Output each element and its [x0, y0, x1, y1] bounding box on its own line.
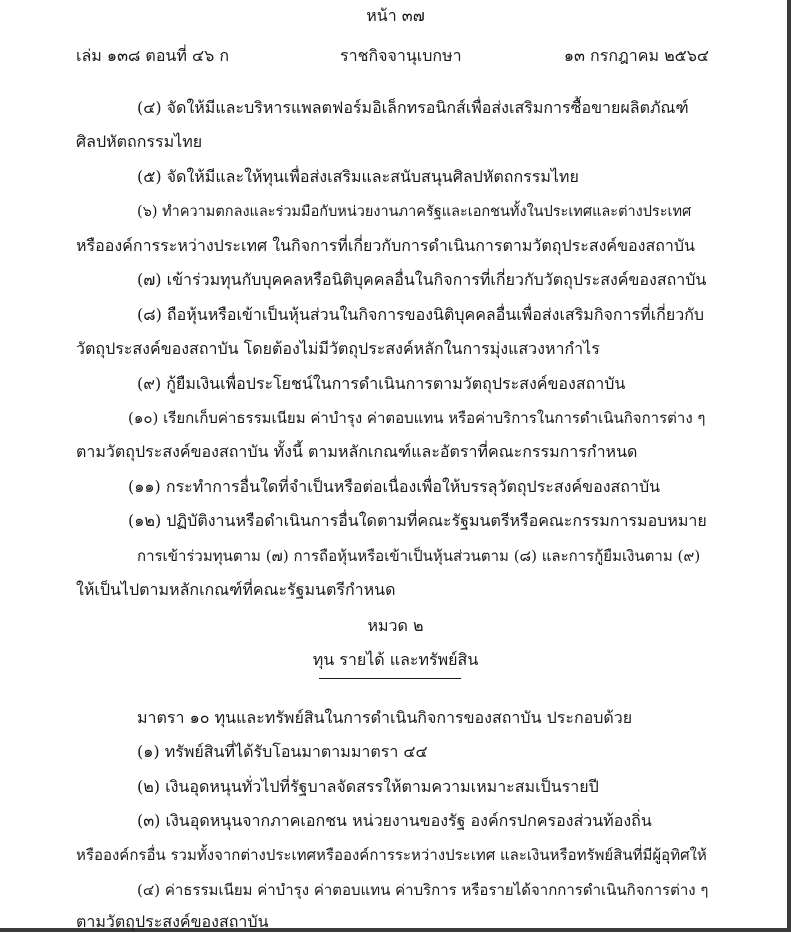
- item-4-line-1: (๔) จัดให้มีและบริหารแพลตฟอร์มอิเล็กทรอนิกส์เพื่อส่งเสริมการซื้อขายผลิตภัณฑ์: [137, 98, 689, 117]
- section-10-item-4-line-2: ตามวัตถุประสงค์ของสถาบัน: [76, 912, 269, 931]
- paragraph-line-2: ให้เป็นไปตามหลักเกณฑ์ที่คณะรัฐมนตรีกำหนด: [76, 580, 396, 599]
- item-9: (๙) กู้ยืมเงินเพื่อประโยชน์ในการดำเนินการตามวัตถุประสงค์ของสถาบัน: [137, 374, 626, 393]
- item-4-line-2: ศิลปหัตถกรรมไทย: [76, 132, 203, 151]
- item-5: (๕) จัดให้มีและให้ทุนเพื่อส่งเสริมและสนับสนุนศิลปหัตถกรรมไทย: [137, 167, 579, 186]
- item-6-line-2: หรือองค์การระหว่างประเทศ ในกิจการที่เกี่ยวกับการดำเนินการตามวัตถุประสงค์ของสถาบัน: [76, 236, 695, 255]
- chapter-title: ทุน รายได้ และทรัพย์สิน: [312, 650, 479, 669]
- page-number: หน้า ๓๗: [366, 6, 425, 25]
- item-6-line-1: (๖) ทำความตกลงและร่วมมือกับหน่วยงานภาครัฐและเอกชนทั้งในประเทศและต่างประเทศ: [137, 204, 692, 220]
- item-7: (๗) เข้าร่วมทุนกับบุคคลหรือนิติบุคคลอื่นในกิจการที่เกี่ยวกับวัตถุประสงค์ของสถาบัน: [137, 270, 707, 289]
- volume-issue: เล่ม ๑๓๘ ตอนที่ ๔๖ ก: [76, 46, 230, 65]
- chapter-heading: หมวด ๒: [367, 616, 424, 635]
- publication-date: ๑๓ กรกฎาคม ๒๕๖๔: [563, 46, 709, 65]
- paragraph-line-1: การเข้าร่วมทุนตาม (๗) การถือหุ้นหรือเข้าเป็นหุ้นส่วนตาม (๘) และการกู้ยืมเงินตาม (๙): [137, 547, 701, 565]
- section-10-item-1: (๑) ทรัพย์สินที่ได้รับโอนมาตามมาตรา ๔๔: [137, 742, 428, 761]
- item-8-line-2: วัตถุประสงค์ของสถาบัน โดยต้องไม่มีวัตถุประสงค์หลักในการมุ่งแสวงหากำไร: [76, 339, 600, 358]
- item-11: (๑๑) กระทำการอื่นใดที่จำเป็นหรือต่อเนื่องเพื่อให้บรรลุวัตถุประสงค์ของสถาบัน: [128, 477, 661, 496]
- item-10-line-1: (๑๐) เรียกเก็บค่าธรรมเนียม ค่าบำรุง ค่าตอบแทน หรือค่าบริการในการดำเนินกิจการต่าง ๆ: [128, 409, 706, 427]
- gazette-title: ราชกิจจานุเบกษา: [340, 46, 462, 65]
- section-10-item-3-line-1: (๓) เงินอุดหนุนจากภาคเอกชน หน่วยงานของรัฐ องค์กรปกครองส่วนท้องถิ่น: [137, 811, 652, 830]
- chapter-divider: [319, 678, 461, 679]
- section-10-item-4-line-1: (๔) ค่าธรรมเนียม ค่าบำรุง ค่าตอบแทน ค่าบริการ หรือรายได้จากการดำเนินกิจการต่าง ๆ: [137, 881, 709, 899]
- item-10-line-2: ตามวัตถุประสงค์ของสถาบัน ทั้งนี้ ตามหลักเกณฑ์และอัตราที่คณะกรรมการกำหนด: [76, 442, 638, 461]
- section-10-item-3-line-2: หรือองค์กรอื่น รวมทั้งจากต่างประเทศหรือองค์การระหว่างประเทศ และเงินหรือทรัพย์สินที่มีผู้อุทิศให้: [76, 846, 707, 864]
- section-10-item-2: (๒) เงินอุดหนุนทั่วไปที่รัฐบาลจัดสรรให้ตามความเหมาะสมเป็นรายปี: [137, 777, 599, 796]
- item-12: (๑๒) ปฏิบัติงานหรือดำเนินการอื่นใดตามที่คณะรัฐมนตรีหรือคณะกรรมการมอบหมาย: [128, 511, 707, 530]
- item-8-line-1: (๘) ถือหุ้นหรือเข้าเป็นหุ้นส่วนในกิจการของนิติบุคคลอื่นเพื่อส่งเสริมกิจการที่เกี่ยวกับ: [137, 305, 705, 324]
- section-10-heading: มาตรา ๑๐ ทุนและทรัพย์สินในการดำเนินกิจการของสถาบัน ประกอบด้วย: [137, 708, 633, 727]
